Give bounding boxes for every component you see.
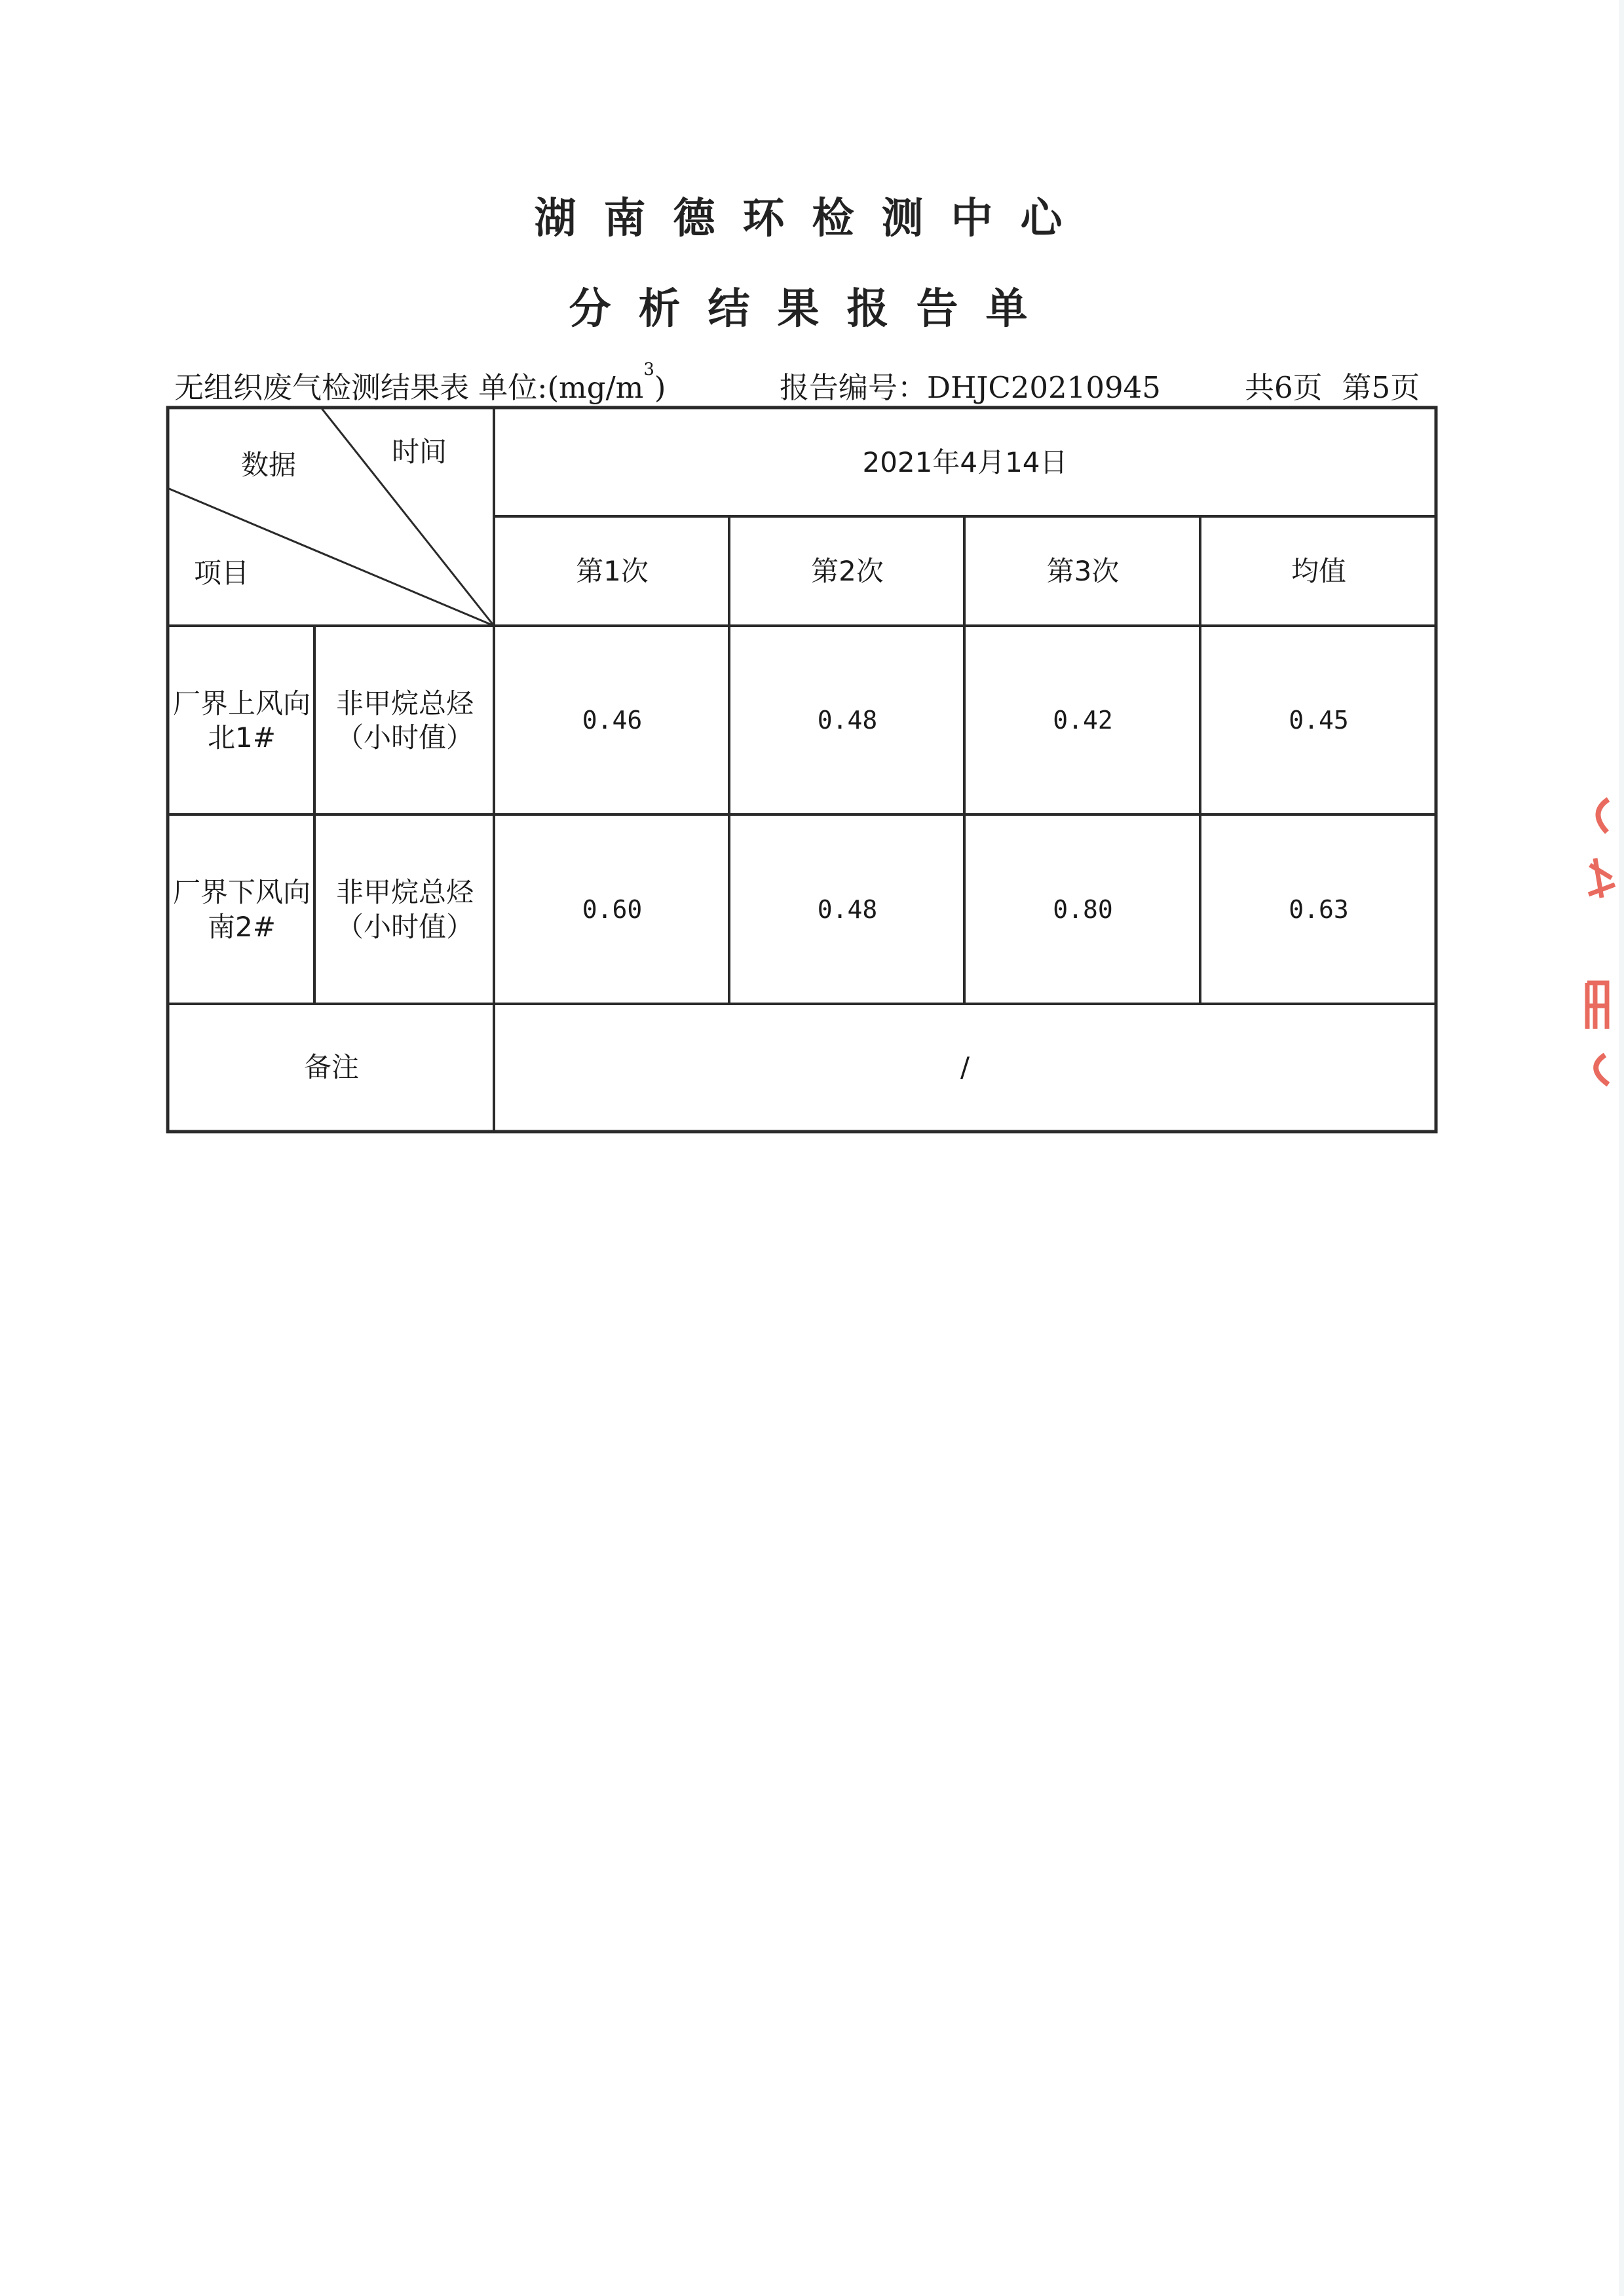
location-line2: 南2# — [208, 910, 276, 943]
location-line1: 厂界上风向 — [172, 687, 311, 719]
remark-label: 备注 — [303, 1051, 359, 1084]
unit-superscript: 3 — [643, 360, 654, 379]
date-header: 2021年4月14日 — [862, 446, 1068, 478]
current-page: 第5页 — [1342, 370, 1420, 405]
parameter-line2: （小时值） — [335, 721, 474, 754]
value-cell: 0.80 — [1053, 894, 1113, 924]
col-header-2: 第2次 — [811, 555, 884, 588]
document-title: 分析结果报告单 — [569, 285, 1055, 334]
location-line1: 厂界下风向 — [172, 876, 311, 908]
value-cell: 0.60 — [582, 894, 643, 924]
seal-stamp-fragment — [1576, 786, 1621, 1094]
table-row-location — [169, 627, 314, 814]
corner-time-label: 时间 — [391, 435, 447, 468]
unit-close: ) — [654, 370, 666, 405]
col-header-1: 第1次 — [576, 555, 649, 588]
corner-data-label: 数据 — [240, 448, 296, 481]
table-row-parameter — [316, 816, 494, 1004]
parameter-line2: （小时值） — [335, 910, 474, 943]
scan-edge — [1619, 0, 1624, 2296]
parameter-line1: 非甲烷总烃 — [335, 687, 474, 719]
location-line2: 北1# — [208, 721, 276, 754]
value-cell-avg: 0.63 — [1289, 894, 1349, 924]
value-cell: 0.42 — [1053, 706, 1113, 735]
value-cell-avg: 0.45 — [1289, 706, 1349, 735]
org-title: 湖南德环检测中心 — [534, 195, 1090, 243]
value-cell: 0.48 — [817, 894, 878, 924]
parameter-line1: 非甲烷总烃 — [335, 876, 474, 908]
value-cell: 0.46 — [582, 706, 643, 735]
table-row-location — [169, 816, 314, 1004]
report-number: 报告编号：DHJC20210945 — [780, 370, 1161, 405]
col-header-3: 第3次 — [1046, 555, 1120, 588]
table-row-parameter — [316, 627, 494, 814]
corner-item-label: 项目 — [193, 556, 249, 589]
total-pages: 共6页 — [1245, 370, 1323, 405]
value-cell: 0.48 — [817, 706, 878, 735]
col-header-avg: 均值 — [1291, 555, 1346, 588]
table-name: 无组织废气检测结果表 单位:(mg/m — [174, 370, 644, 405]
remark-value: / — [960, 1051, 970, 1084]
